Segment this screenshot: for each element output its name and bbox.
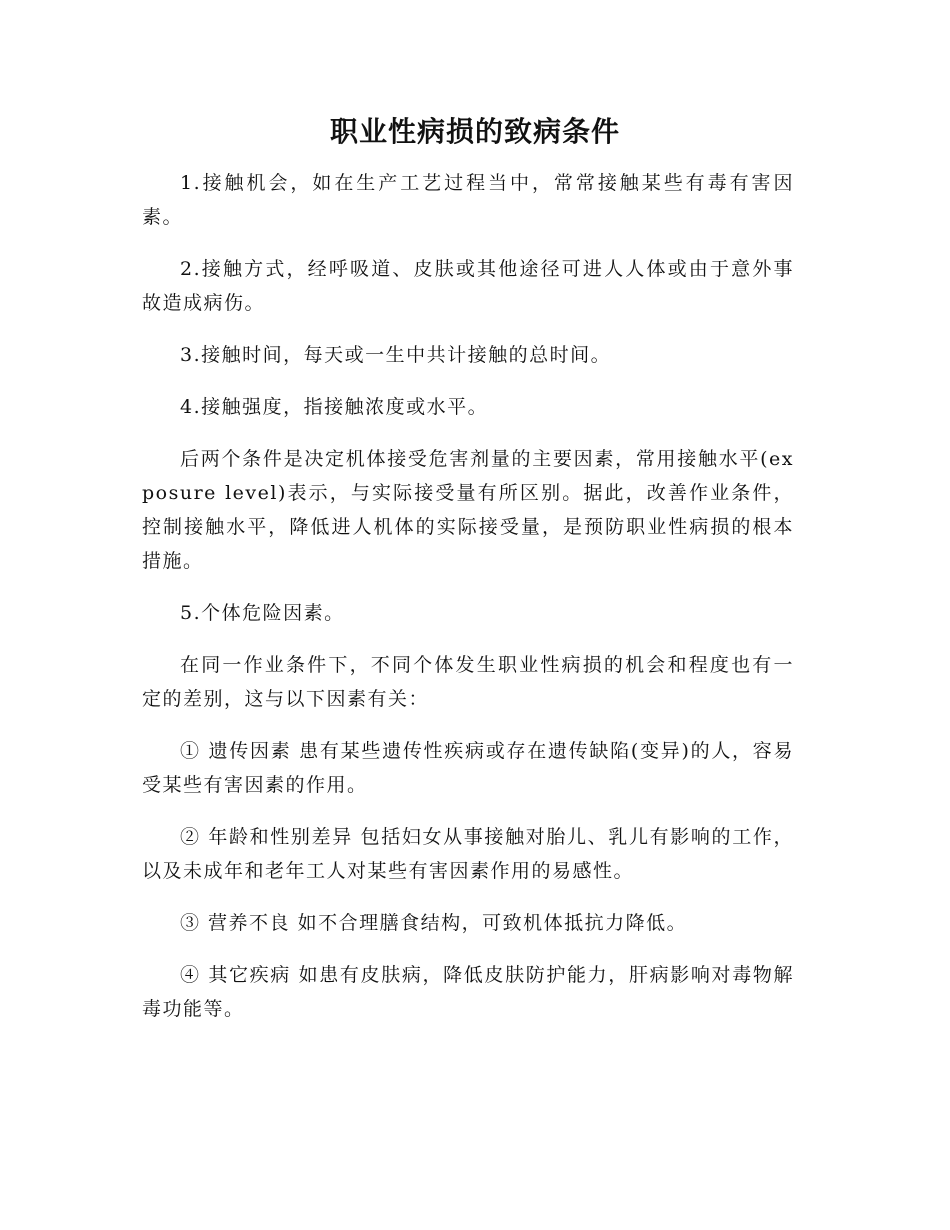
paragraph-other-diseases: ④ 其它疾病 如患有皮肤病，降低皮肤防护能力，肝病影响对毒物解毒功能等。 bbox=[142, 964, 794, 1020]
paragraph-contact-intensity: 4.接触强度，指接触浓度或水平。 bbox=[180, 396, 489, 418]
document-title: 职业性病损的致病条件 bbox=[329, 115, 620, 148]
document-body bbox=[142, 166, 794, 1044]
paragraph-malnutrition: ③ 营养不良 如不合理膳食结构，可致机体抵抗力降低。 bbox=[180, 912, 688, 934]
paragraph-age-gender: ② 年龄和性别差异 包括妇女从事接触对胎儿、乳儿有影响的工作，以及未成年和老年工人对某些有害因素作用的易感性。 bbox=[142, 826, 794, 882]
paragraph-genetic-factors: ① 遗传因素 患有某些遗传性疾病或存在遗传缺陷(变异)的人，容易受某些有害因素的作用。 bbox=[142, 740, 794, 796]
paragraph-contact-mode: 2.接触方式，经呼吸道、皮肤或其他途径可进人人体或由于意外事故造成病伤。 bbox=[142, 258, 794, 314]
paragraph-individual-difference: 在同一作业条件下，不同个体发生职业性病损的机会和程度也有一定的差别，这与以下因素有关： bbox=[142, 654, 794, 710]
paragraph-contact-opportunity: 1.接触机会，如在生产工艺过程当中，常常接触某些有毒有害因素。 bbox=[142, 172, 794, 228]
paragraph-contact-time: 3.接触时间，每天或一生中共计接触的总时间。 bbox=[180, 344, 612, 366]
paragraph-individual-risk: 5.个体危险因素。 bbox=[180, 602, 345, 624]
paragraph-exposure-level: 后两个条件是决定机体接受危害剂量的主要因素，常用接触水平(exposure level)表示，与实际接受量有所区别。据此，改善作业条件，控制接触水平，降低进人机体的实际接受量，是预防职业性病损的根本措施。 bbox=[142, 448, 794, 572]
